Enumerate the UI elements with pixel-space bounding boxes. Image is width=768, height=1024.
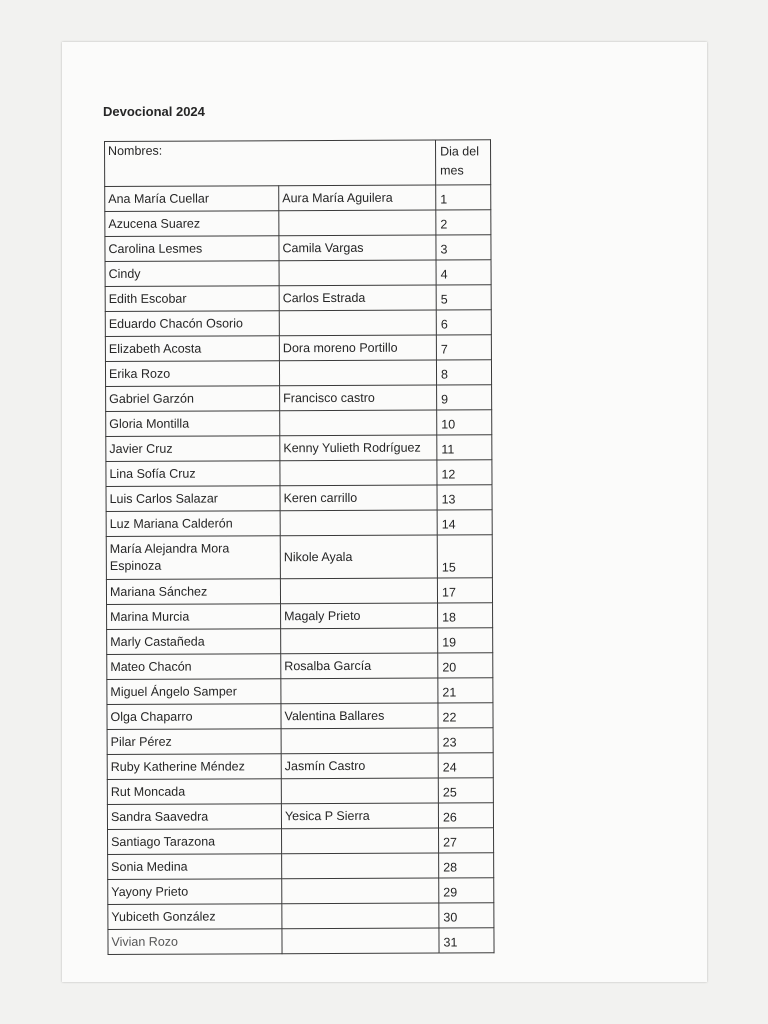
table-row xyxy=(108,928,494,955)
name-primary: Cindy xyxy=(105,261,279,287)
name-primary: Yayony Prieto xyxy=(108,879,282,905)
table-row xyxy=(105,260,491,287)
table-body xyxy=(105,140,495,955)
table-row xyxy=(105,185,491,212)
name-primary: Luz Mariana Calderón xyxy=(106,511,280,537)
table-row xyxy=(107,678,493,705)
day-of-month: 25 xyxy=(438,778,493,803)
name-primary: Mateo Chacón xyxy=(107,654,281,680)
name-secondary: Nikole Ayala xyxy=(280,535,437,579)
name-secondary: Camila Vargas xyxy=(279,235,436,261)
name-secondary xyxy=(282,853,439,879)
day-of-month: 5 xyxy=(436,285,491,310)
name-primary: Rut Moncada xyxy=(107,779,281,805)
name-secondary: Francisco castro xyxy=(280,385,437,411)
table-row xyxy=(105,335,491,362)
table-row xyxy=(107,703,493,730)
day-of-month: 31 xyxy=(439,928,494,953)
day-of-month: 20 xyxy=(438,653,493,678)
table-row xyxy=(108,903,494,930)
day-of-month: 29 xyxy=(439,878,494,903)
name-primary: Erika Rozo xyxy=(105,361,279,387)
day-of-month: 2 xyxy=(436,210,491,235)
name-secondary xyxy=(281,678,438,704)
table-row xyxy=(107,778,493,805)
day-of-month: 14 xyxy=(437,510,492,535)
name-secondary xyxy=(281,628,438,654)
name-primary: Miguel Ángelo Samper xyxy=(107,679,281,705)
table-row xyxy=(105,360,491,387)
name-secondary xyxy=(280,410,437,436)
name-secondary xyxy=(279,360,436,386)
name-primary: Yubiceth González xyxy=(108,904,282,930)
name-primary: Santiago Tarazona xyxy=(108,829,282,855)
day-of-month: 27 xyxy=(439,828,494,853)
name-secondary: Valentina Ballares xyxy=(281,703,438,729)
table-row xyxy=(106,535,492,580)
name-primary: Edith Escobar xyxy=(105,286,279,312)
name-secondary xyxy=(280,510,437,536)
table-row xyxy=(107,753,493,780)
name-primary: Marly Castañeda xyxy=(107,629,281,655)
table-header-row xyxy=(105,140,491,187)
name-secondary xyxy=(279,310,436,336)
table-row xyxy=(106,510,492,537)
day-of-month: 3 xyxy=(436,235,491,260)
name-primary: Marina Murcia xyxy=(107,604,281,630)
table-row xyxy=(107,653,493,680)
name-secondary: Jasmín Castro xyxy=(281,753,438,779)
day-of-month: 24 xyxy=(438,753,493,778)
name-primary: Pilar Pérez xyxy=(107,729,281,755)
day-of-month: 17 xyxy=(437,578,492,603)
table-row xyxy=(107,728,493,755)
name-primary: Eduardo Chacón Osorio xyxy=(105,311,279,337)
day-of-month: 10 xyxy=(437,410,492,435)
day-of-month: 8 xyxy=(436,360,491,385)
day-of-month: 19 xyxy=(438,628,493,653)
table-row xyxy=(106,460,492,487)
devotional-table xyxy=(104,139,495,955)
name-primary: Gabriel Garzón xyxy=(106,386,280,412)
name-primary: Elizabeth Acosta xyxy=(105,336,279,362)
day-of-month: 4 xyxy=(436,260,491,285)
name-secondary: Magaly Prieto xyxy=(281,603,438,629)
table-row xyxy=(105,210,491,237)
table-row xyxy=(108,853,494,880)
name-primary: Ana María Cuellar xyxy=(105,186,279,212)
day-of-month: 30 xyxy=(439,903,494,928)
table-row xyxy=(106,410,492,437)
name-primary: Lina Sofía Cruz xyxy=(106,461,280,487)
name-primary: Azucena Suarez xyxy=(105,211,279,237)
name-secondary xyxy=(280,460,437,486)
name-secondary xyxy=(282,903,439,929)
day-of-month: 11 xyxy=(437,435,492,460)
day-of-month: 9 xyxy=(437,385,492,410)
day-of-month: 15 xyxy=(437,535,492,578)
name-secondary xyxy=(282,928,439,954)
day-of-month: 18 xyxy=(438,603,493,628)
day-of-month: 1 xyxy=(436,185,491,210)
name-secondary: Yesica P Sierra xyxy=(281,803,438,829)
name-secondary xyxy=(281,728,438,754)
name-secondary xyxy=(281,778,438,804)
name-secondary: Dora moreno Portillo xyxy=(279,335,436,361)
name-secondary xyxy=(280,578,437,604)
header-day-of-month: Dia del mes xyxy=(435,140,490,185)
name-primary: Ruby Katherine Méndez xyxy=(107,754,281,780)
table-row xyxy=(105,235,491,262)
table-row xyxy=(106,435,492,462)
table-row xyxy=(106,578,492,605)
table-row xyxy=(108,828,494,855)
day-of-month: 23 xyxy=(438,728,493,753)
table-row xyxy=(108,878,494,905)
table-row xyxy=(105,285,491,312)
table-row xyxy=(107,628,493,655)
name-secondary: Aura María Aguilera xyxy=(279,185,436,211)
name-primary: Vivian Rozo xyxy=(108,929,282,955)
header-names: Nombres: xyxy=(105,140,436,186)
document-title: Devocional 2024 xyxy=(103,104,205,119)
table-row xyxy=(107,803,493,830)
name-secondary xyxy=(282,878,439,904)
table-row xyxy=(106,385,492,412)
day-of-month: 13 xyxy=(437,485,492,510)
name-primary: Gloria Montilla xyxy=(106,411,280,437)
name-secondary xyxy=(282,828,439,854)
name-secondary: Carlos Estrada xyxy=(279,285,436,311)
name-secondary: Rosalba García xyxy=(281,653,438,679)
name-primary: María Alejandra Mora Espinoza xyxy=(106,536,280,580)
name-primary: Olga Chaparro xyxy=(107,704,281,730)
table-row xyxy=(106,485,492,512)
name-secondary: Kenny Yulieth Rodríguez xyxy=(280,435,437,461)
name-primary: Sandra Saavedra xyxy=(107,804,281,830)
name-secondary xyxy=(279,260,436,286)
table-row xyxy=(107,603,493,630)
day-of-month: 7 xyxy=(436,335,491,360)
day-of-month: 22 xyxy=(438,703,493,728)
day-of-month: 26 xyxy=(438,803,493,828)
day-of-month: 6 xyxy=(436,310,491,335)
name-secondary: Keren carrillo xyxy=(280,485,437,511)
table-row xyxy=(105,310,491,337)
name-secondary xyxy=(279,210,436,236)
day-of-month: 12 xyxy=(437,460,492,485)
name-primary: Luis Carlos Salazar xyxy=(106,486,280,512)
name-primary: Javier Cruz xyxy=(106,436,280,462)
name-primary: Carolina Lesmes xyxy=(105,236,279,262)
day-of-month: 21 xyxy=(438,678,493,703)
name-primary: Sonia Medina xyxy=(108,854,282,880)
name-primary: Mariana Sánchez xyxy=(106,579,280,605)
day-of-month: 28 xyxy=(439,853,494,878)
